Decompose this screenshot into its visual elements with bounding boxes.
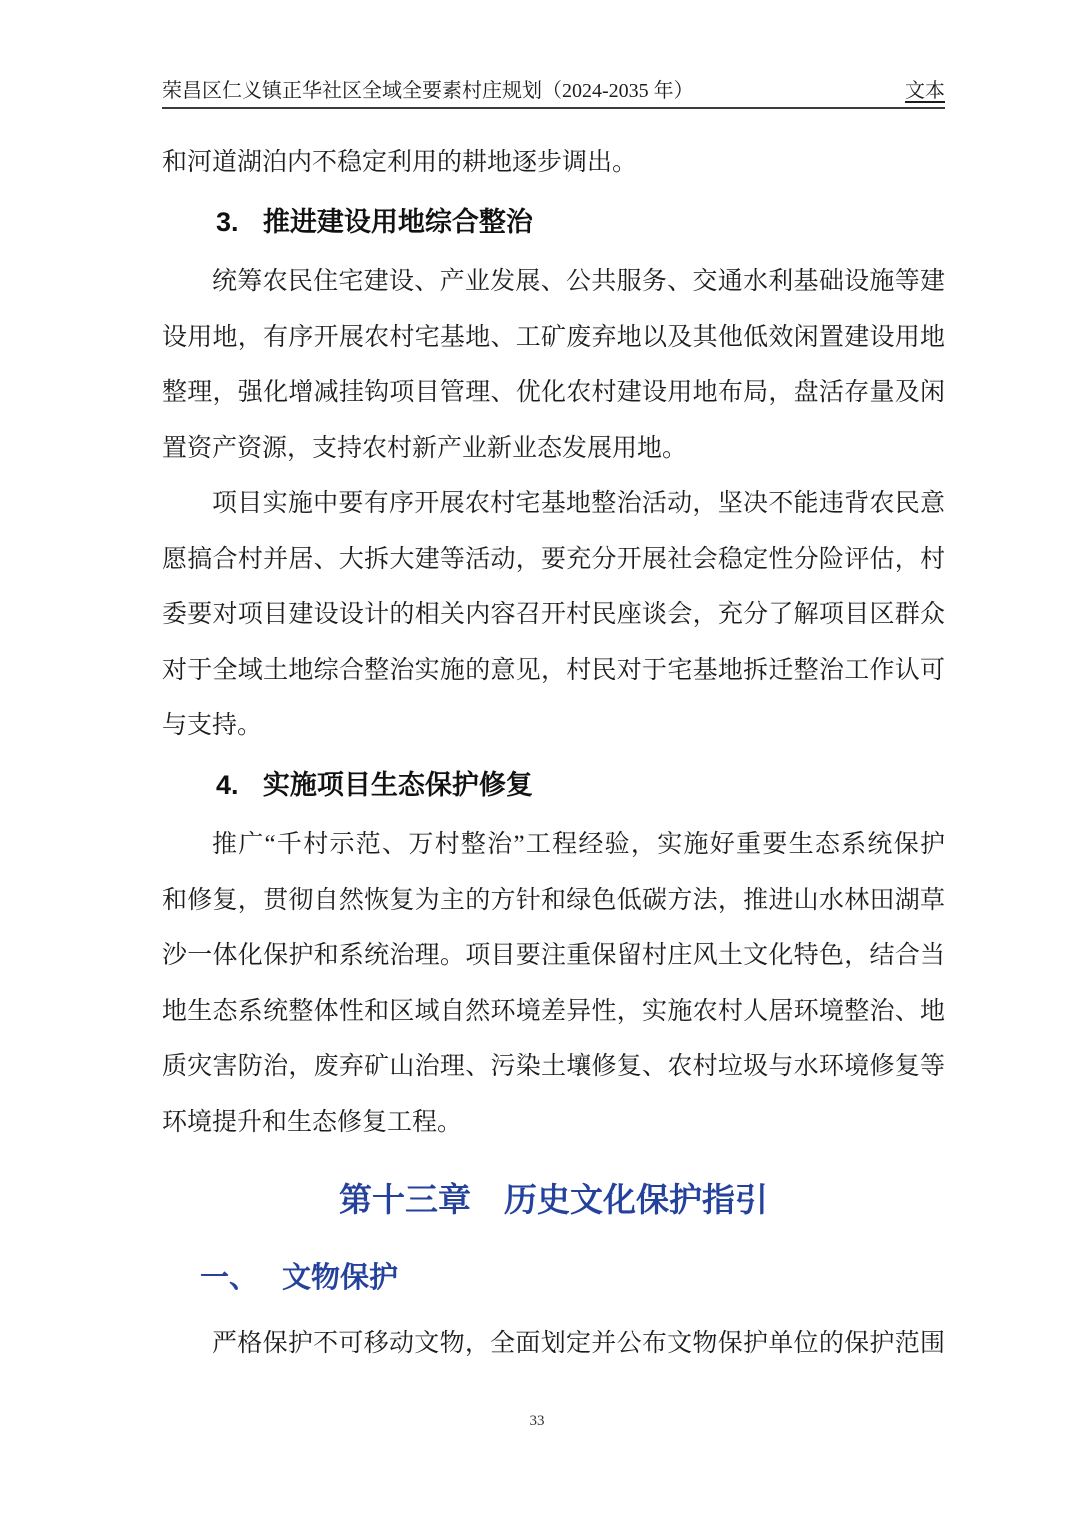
page-footer [0, 1413, 1074, 1430]
paragraph-line: 沙一体化保护和系统治理。项目要注重保留村庄风土文化特色，结合当 [162, 942, 945, 969]
paragraph-line: 和河道湖泊内不稳定利用的耕地逐步调出。 [162, 149, 638, 176]
paragraph-line: 置资产资源，支持农村新产业新业态发展用地。 [162, 434, 688, 462]
header-document-title: 荣昌区仁义镇正华社区全域全要素村庄规划（2024-2035 年） [162, 80, 694, 102]
subheading-title: 实施项目生态保护修复 [262, 769, 533, 800]
numbered-subheading-3 [162, 195, 945, 251]
section-number: 一、 [200, 1262, 259, 1294]
paragraph-line: 设用地，有序开展农村宅基地、工矿废弃地以及其他低效闲置建设用地 [162, 323, 945, 351]
paragraph-line: 环境提升和生态修复工程。 [162, 1108, 463, 1136]
subheading-number: 3. [216, 206, 239, 237]
chapter-heading: 第十三章 历史文化保护指引 [339, 1181, 768, 1218]
page-number: 33 [529, 1413, 545, 1429]
paragraph-line: 对于全域土地综合整治实施的意见，村民对于宅基地拆迁整治工作认可 [162, 656, 945, 684]
section-heading [162, 1251, 945, 1306]
header-doc-type-label: 文本 [905, 80, 945, 102]
subheading-title: 推进建设用地综合整治 [262, 206, 533, 237]
paragraph-line: 地生态系统整体性和区域自然环境差异性，实施农村人居环境整治、地 [162, 997, 945, 1025]
document-content [162, 135, 945, 1372]
paragraph-line: 统筹农民住宅建设、产业发展、公共服务、交通水利基础设施等建 [212, 268, 945, 295]
paragraph-line: 推广“千村示范、万村整治”工程经验，实施好重要生态系统保护 [212, 831, 945, 858]
numbered-subheading-4 [162, 758, 945, 814]
page-header [162, 0, 945, 109]
subheading-number: 4. [216, 769, 239, 800]
paragraph-line: 与支持。 [162, 712, 263, 739]
paragraph-line: 愿搞合村并居、大拆大建等活动，要充分开展社会稳定性分险评估，村 [162, 545, 945, 573]
paragraph-line: 整理，强化增减挂钩项目管理、优化农村建设用地布局，盘活存量及闲 [162, 379, 945, 406]
paragraph-line: 质灾害防治，废弃矿山治理、污染土壤修复、农村垃圾与水环境修复等 [162, 1053, 945, 1080]
paragraph-line: 委要对项目建设设计的相关内容召开村民座谈会，充分了解项目区群众 [162, 601, 945, 628]
paragraph-line: 项目实施中要有序开展农村宅基地整治活动，坚决不能违背农民意 [212, 490, 945, 517]
paragraph-line: 严格保护不可移动文物，全面划定并公布文物保护单位的保护范围 [212, 1330, 945, 1357]
section-title: 文物保护 [282, 1262, 399, 1294]
paragraph-line: 和修复，贯彻自然恢复为主的方针和绿色低碳方法，推进山水林田湖草 [162, 886, 945, 914]
